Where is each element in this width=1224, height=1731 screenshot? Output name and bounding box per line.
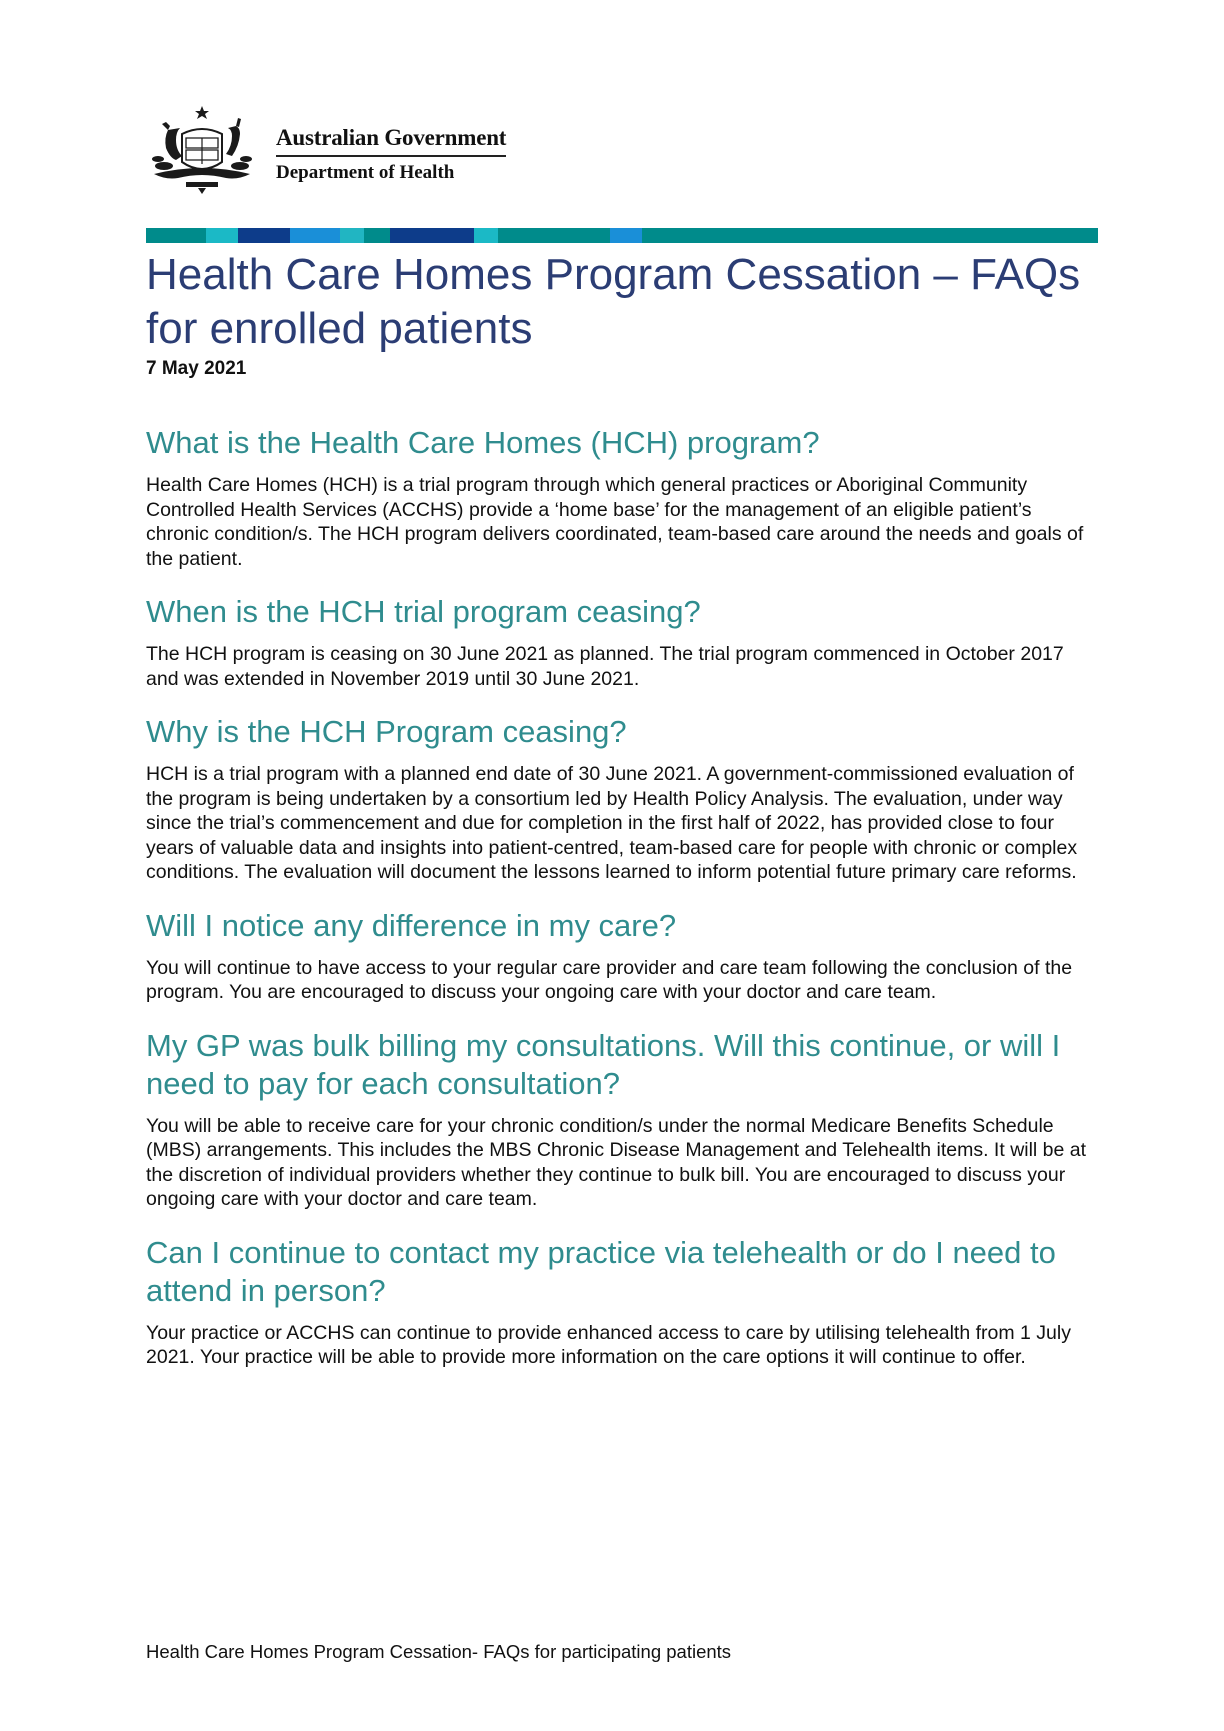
page-footer: Health Care Homes Program Cessation- FAQs for participating patients (146, 1641, 732, 1662)
faq-section (146, 1234, 1096, 1370)
faq-answer: You will continue to have access to your regular care provider and care team following the conclusion of the program. You are encouraged to discuss your ongoing care with your doctor and care team. (146, 956, 1073, 1003)
faq-section (146, 593, 1096, 691)
faq-section (146, 424, 1096, 571)
government-logo (146, 104, 586, 196)
publish-date: 7 May 2021 (146, 358, 247, 379)
color-bar-segment (498, 228, 610, 243)
department-name: Department of Health (276, 161, 455, 183)
faq-question: What is the Health Care Homes (HCH) program? (146, 425, 820, 460)
logo-divider (276, 155, 506, 157)
faq-answer: Your practice or ACCHS can continue to provide enhanced access to care by utilising telehealth from 1 July 2021. Your practice will be able to provide more information on the care options it will continue to offer. (146, 1321, 1071, 1368)
coat-of-arms-icon (146, 104, 258, 196)
faq-question: When is the HCH trial program ceasing? (146, 594, 701, 629)
faq-question: Will I notice any difference in my care? (146, 907, 677, 943)
faq-question: Can I continue to contact my practice via telehealth or do I need to attend in person? (146, 1234, 1056, 1308)
faq-answer: The HCH program is ceasing on 30 June 2021 as planned. The trial program commenced in October 2017 and was extended in November 2019 until 30 June 2021. (146, 643, 1064, 690)
faq-section (146, 713, 1096, 885)
faq-content (146, 424, 1096, 1392)
org-name: Australian Government (276, 125, 507, 150)
decorative-color-bar (146, 228, 1098, 243)
faq-section (146, 1027, 1096, 1212)
color-bar-segment (642, 228, 1098, 243)
page-title: Health Care Homes Program Cessation – FAQs for enrolled patients (146, 250, 1081, 353)
faq-question: Why is the HCH Program ceasing? (146, 714, 627, 749)
color-bar-segment (364, 228, 390, 243)
color-bar-segment (206, 228, 238, 243)
color-bar-segment (146, 228, 206, 243)
faq-question: My GP was bulk billing my consultations. Will this continue, or will I need to pay for each consultation? (146, 1027, 1061, 1101)
color-bar-segment (474, 228, 498, 243)
color-bar-segment (390, 228, 474, 243)
faq-answer: Health Care Homes (HCH) is a trial program through which general practices or Aboriginal Community Controlled Health Services (ACCHS) provide a ‘home base’ for the management of an eligible patient’s chronic condition/s. The HCH program delivers coordinated, team-based care around the needs and goals of the patient. (146, 474, 1084, 570)
faq-answer: HCH is a trial program with a planned end date of 30 June 2021. A government-commissioned evaluation of the program is being undertaken by a consortium led by Health Policy Analysis. The evaluation, under way since the trial’s commencement and due for completion in the first half of 2022, has provided close to four years of valuable data and insights into patient-centred, team-based care for people with chronic or complex conditions. The evaluation will document the lessons learned to inform potential future primary care reforms. (146, 763, 1078, 883)
color-bar-segment (610, 228, 642, 243)
faq-section (146, 907, 1096, 1005)
color-bar-segment (238, 228, 290, 243)
color-bar-segment (340, 228, 364, 243)
color-bar-segment (290, 228, 340, 243)
faq-answer: You will be able to receive care for your chronic condition/s under the normal Medicare Benefits Schedule (MBS) arrangements. This includes the MBS Chronic Disease Management and Telehealth items. It will be at the discretion of individual providers whether they continue to bulk bill. You are encouraged to discuss your ongoing care with your doctor and care team. (146, 1114, 1087, 1210)
